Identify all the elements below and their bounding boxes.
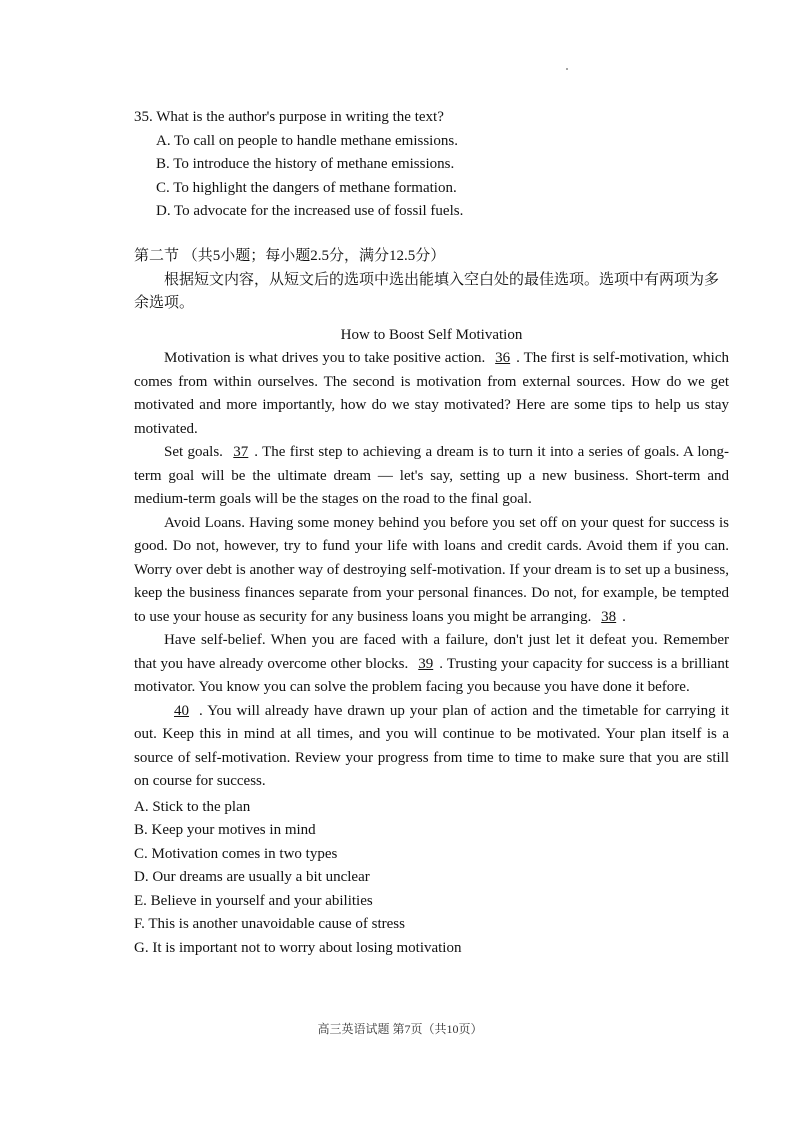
- question-35-stem: 35. What is the author's purpose in writing the text?: [134, 109, 444, 125]
- paragraph-text: . You will already have drawn up your plan of action and the timetable for carrying it out. Keep this in mind at all times, and you will continue to be motivated. Your plan itself is a source of self-motivation. Review your progress from time to time to make sure that you are still on course for success.: [134, 702, 729, 789]
- blank-39: 39: [418, 655, 434, 672]
- option-c: C. To highlight the dangers of methane formation.: [156, 179, 457, 196]
- paragraph-1: [134, 347, 729, 441]
- passage-title: How to Boost Self Motivation: [340, 326, 523, 343]
- paragraph-text: . The first step to achieving a dream is to turn it into a series of goals. A long-term goal will be the ultimate dream — let's say, setting up a new business. Short-term and medium-term goals will be the stages on the road to the final goal.: [134, 444, 729, 507]
- paragraph-5: [134, 700, 729, 794]
- answer-option-b: B. Keep your motives in mind: [134, 822, 316, 838]
- answer-option-c: C. Motivation comes in two types: [134, 845, 338, 862]
- page-footer: 高三英语试题 第7页（共10页）: [317, 1022, 483, 1036]
- paragraph-text: Have self-belief. When you are faced with a failure, don't just let it defeat you. Remember that you have already overcome other blocks.: [134, 632, 729, 672]
- answer-option-a: A. Stick to the plan: [134, 798, 251, 815]
- paragraph-2: [134, 441, 729, 512]
- answer-option-g: G. It is important not to worry about losing motivation: [134, 939, 462, 956]
- paragraph-3: [134, 512, 729, 630]
- scan-speck: [566, 68, 568, 70]
- paragraph-text: .: [622, 608, 626, 625]
- section-instruction: 根据短文内容，从短文后的选项中选出能填入空白处的最佳选项。选项中有两项为多余选项。: [134, 271, 720, 311]
- paragraph-text: Set goals.: [164, 444, 228, 460]
- option-d: D. To advocate for the increased use of fossil fuels.: [156, 203, 464, 219]
- blank-37: 37: [233, 444, 249, 460]
- answer-option-d: D. Our dreams are usually a bit unclear: [134, 869, 370, 885]
- blank-38: 38: [601, 608, 617, 625]
- paragraph-text: . Trusting your capacity for success is a brilliant motivator. You know you can solve the problem facing you because you have done it before.: [134, 655, 730, 695]
- section-2: [134, 245, 729, 960]
- blank-40: 40: [174, 702, 189, 719]
- answer-options: [134, 796, 729, 961]
- blank-36: 36: [495, 350, 511, 366]
- section-header: 第二节 （共5小题；每小题2.5分，满分12.5分）: [134, 248, 446, 264]
- paragraph-4: [134, 629, 729, 700]
- paragraph-text: Motivation is what drives you to take positive action.: [164, 350, 490, 366]
- question-35: [134, 106, 463, 224]
- answer-option-e: E. Believe in yourself and your abilities: [134, 892, 373, 909]
- option-b: B. To introduce the history of methane emissions.: [156, 156, 455, 172]
- answer-option-f: F. This is another unavoidable cause of stress: [134, 916, 405, 932]
- option-a: A. To call on people to handle methane emissions.: [156, 132, 458, 149]
- paragraph-text: . The first is self-motivation, which comes from within ourselves. The second is motivation from external sources. How do we get motivated and more importantly, how do we stay motivated? Here are some tips to help us stay motivated.: [134, 350, 729, 437]
- paragraph-text: Avoid Loans. Having some money behind you before you set off on your quest for success is good. Do not, however, try to fund your life with loans and credit cards. Avoid them if you can. Worry over debt is another way of destroying self-motivation. If your dream is to set up a business, keep the business finances separate from your personal finances. Do not, for example, be tempted to use your house as security for any business loans you might be arranging.: [134, 514, 729, 625]
